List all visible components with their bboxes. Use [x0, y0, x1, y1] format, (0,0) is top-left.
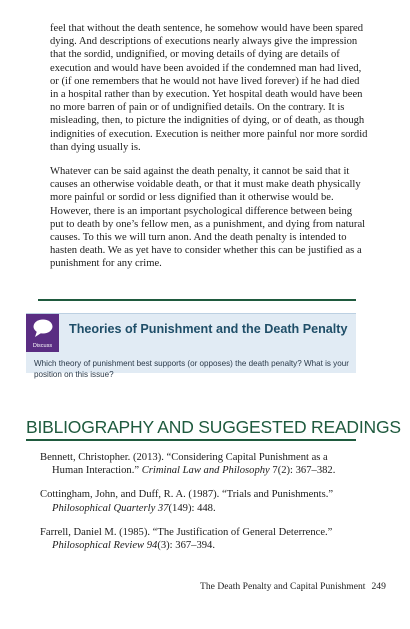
discuss-title: Theories of Punishment and the Death Penalty [69, 322, 348, 336]
bibliography-list [40, 451, 360, 563]
page-number: 249 [371, 581, 386, 592]
section-divider [38, 299, 356, 301]
discuss-box [26, 313, 356, 379]
bibliography-rule [26, 439, 356, 441]
discuss-badge [26, 314, 59, 352]
page-footer [200, 581, 386, 592]
speech-bubble-icon [32, 318, 54, 338]
bibliography-heading: BIBLIOGRAPHY AND SUGGESTED READINGS [26, 417, 401, 437]
bibliography-entry: Bennett, Christopher. (2013). “Considering Capital Punishment as a Human Interaction.” Criminal Law and Philosophy 7(2): 367–382. [40, 452, 336, 477]
bibliography-entry: Cottingham, John, and Duff, R. A. (1987). “Trials and Punishments.” Philosophical Quarterly 37(149): 448. [40, 489, 334, 514]
body-paragraph-1: feel that without the death sentence, he somehow would have been spared dying. And descriptions of executions nearly always give the impression that the sordid, undignified, or moving details of dying are details of execution and would have been avoided if the condemned man had lived, or (if one remembers that he would not have lived forever) if he had died in a hospital rather than by execution. Yet hospital death would have been no more barren of pain or of undignified details. On the contrary. It is misleading, then, to picture the indignities of dying, or of death, as though indignities of execution. Execution is neither more painful nor more sordid than dying usually is. [50, 23, 368, 153]
body-paragraph-2: Whatever can be said against the death penalty, it cannot be said that it causes an otherwise voidable death, or that it must make death physically more painful or sordid or less dignified than it otherwise would be. However, there is an important psychological difference between being put to death by one’s fellow men, as a punishment, and dying from natural causes. To this we will turn anon. And the death penalty is intended to hasten death. We as yet have to consider whether this can be justified as a punishment for any crime. [50, 166, 366, 270]
discuss-badge-label: Discuss [32, 343, 53, 349]
running-title: The Death Penalty and Capital Punishment [200, 581, 366, 592]
discuss-question: Which theory of punishment best supports (or opposes) the death penalty? What is your position on this issue? [34, 359, 349, 379]
bibliography-entry: Farrell, Daniel M. (1985). “The Justification of General Deterrence.” Philosophical Review 94(3): 367–394. [40, 526, 333, 552]
